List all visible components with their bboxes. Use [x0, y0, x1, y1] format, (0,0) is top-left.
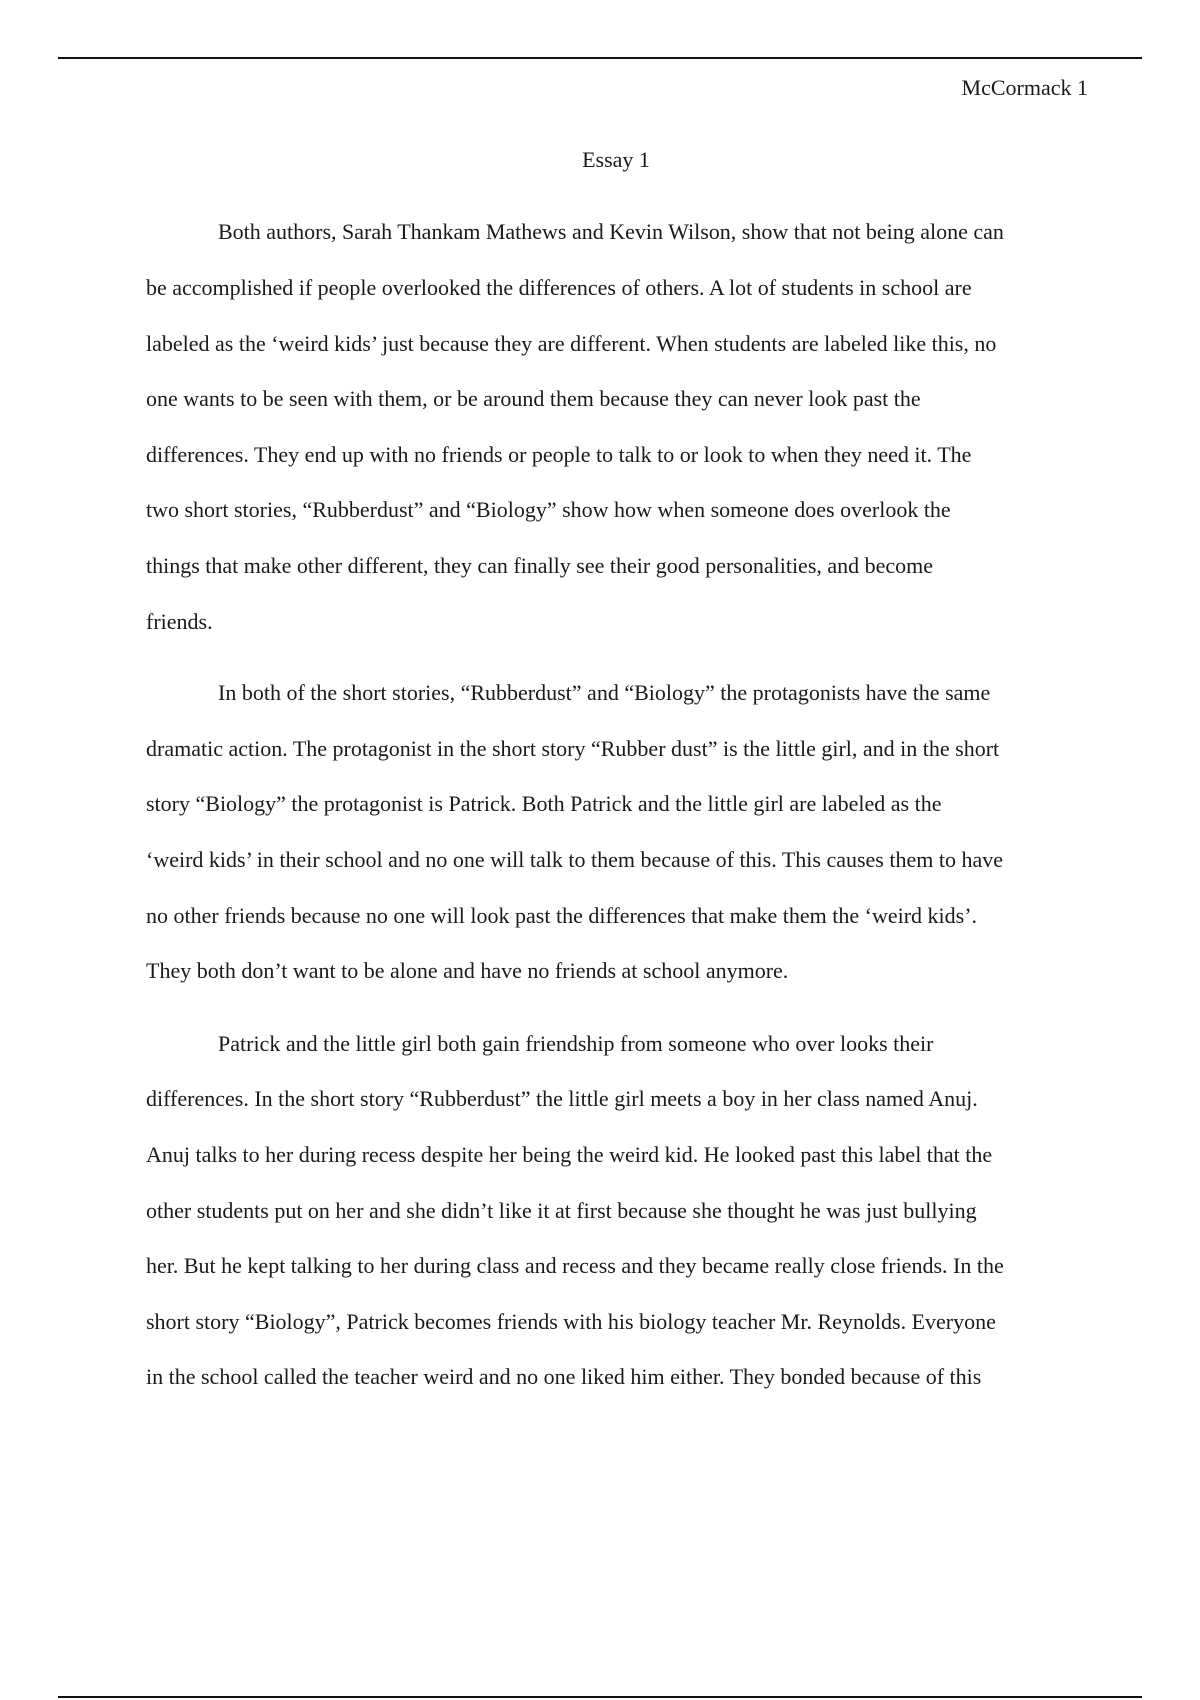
paragraph-3-line-5: her. But he kept talking to her during class and recess and they became really close friends. In the: [146, 1253, 1004, 1278]
paragraph-2-line-6: They both don’t want to be alone and have no friends at school anymore.: [146, 958, 789, 983]
paragraph-3-line-6: short story “Biology”, Patrick becomes friends with his biology teacher Mr. Reynolds. Everyone: [146, 1309, 996, 1334]
paragraph-1-line-8: friends.: [146, 609, 213, 634]
paragraph-1-line-3: labeled as the ‘weird kids’ just because they are different. When students are labeled like this, no: [146, 331, 997, 356]
paragraph-1-line-7: things that make other different, they can finally see their good personalities, and become: [146, 553, 934, 578]
bottom-page-rule: [58, 1696, 1142, 1698]
paragraph-2-line-3: story “Biology” the protagonist is Patrick. Both Patrick and the little girl are labeled as the: [146, 791, 942, 816]
paragraph-3-line-1: Patrick and the little girl both gain friendship from someone who over looks their: [218, 1031, 934, 1056]
essay-title: Essay 1: [582, 147, 650, 172]
running-head: McCormack 1: [961, 75, 1088, 100]
paragraph-1-line-4: one wants to be seen with them, or be around them because they can never look past the: [146, 386, 921, 411]
paragraph-1-line-2: be accomplished if people overlooked the differences of others. A lot of students in school are: [146, 275, 972, 300]
paragraph-1-line-5: differences. They end up with no friends or people to talk to or look to when they need it. The: [146, 442, 972, 467]
paragraph-2-line-2: dramatic action. The protagonist in the short story “Rubber dust” is the little girl, and in the short: [146, 736, 1000, 761]
paragraph-3-line-7: in the school called the teacher weird and no one liked him either. They bonded because of this: [146, 1364, 982, 1389]
paragraph-3-line-2: differences. In the short story “Rubberdust” the little girl meets a boy in her class named Anuj.: [146, 1086, 978, 1111]
paragraph-2-line-5: no other friends because no one will look past the differences that make them the ‘weird kids’.: [146, 903, 978, 928]
paragraph-2-line-4: ‘weird kids’ in their school and no one will talk to them because of this. This causes them to have: [146, 847, 1003, 872]
paragraph-1-line-6: two short stories, “Rubberdust” and “Biology” show how when someone does overlook the: [146, 497, 951, 522]
paragraph-3-line-3: Anuj talks to her during recess despite her being the weird kid. He looked past this label that the: [146, 1142, 993, 1167]
paragraph-3-line-4: other students put on her and she didn’t like it at first because she thought he was just bullying: [146, 1198, 977, 1223]
paragraph-2-line-1: In both of the short stories, “Rubberdust” and “Biology” the protagonists have the same: [218, 680, 991, 705]
paragraph-1-line-1: Both authors, Sarah Thankam Mathews and Kevin Wilson, show that not being alone can: [218, 219, 1004, 244]
